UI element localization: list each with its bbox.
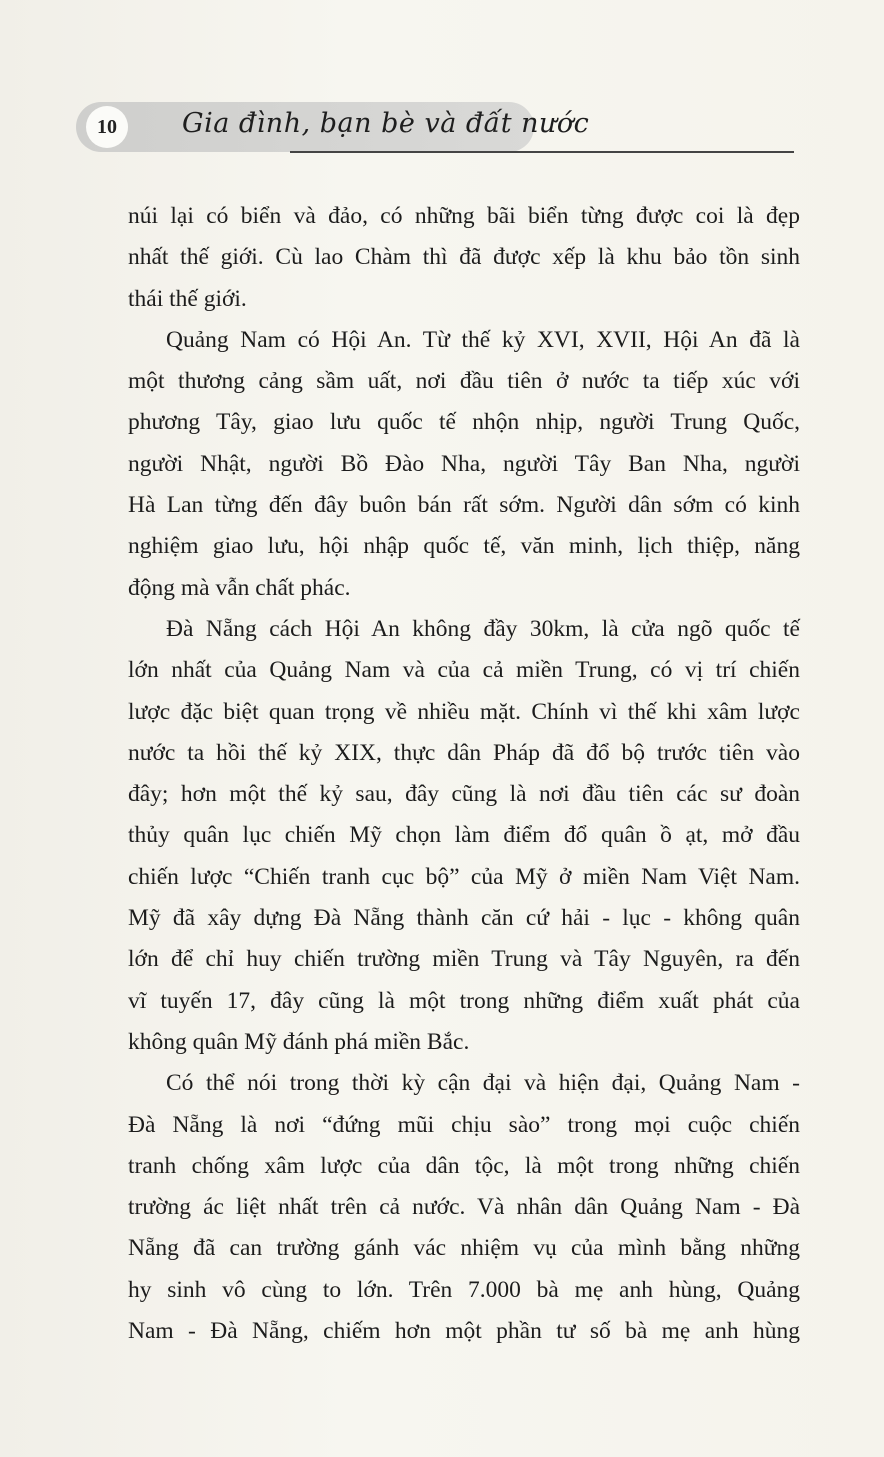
text-line: không quân Mỹ đánh phá miền Bắc. <box>128 1028 470 1055</box>
text-line: người Nhật, người Bồ Đào Nha, người Tây Ban Nha, người <box>128 450 800 477</box>
text-line: Đà Nẵng cách Hội An không đầy 30km, là cửa ngõ quốc tế <box>166 615 800 642</box>
text-line: Nam - Đà Nẵng, chiếm hơn một phần tư số bà mẹ anh hùng <box>128 1318 800 1345</box>
text-line: lớn để chỉ huy chiến trường miền Trung và Tây Nguyên, ra đến <box>128 946 800 973</box>
text-line: nghiệm giao lưu, hội nhập quốc tế, văn minh, lịch thiệp, năng <box>128 533 800 560</box>
text-line: Có thể nói trong thời kỳ cận đại và hiện đại, Quảng Nam - <box>166 1070 800 1097</box>
text-line: chiến lược “Chiến tranh cục bộ” của Mỹ ở miền Nam Việt Nam. <box>128 863 800 890</box>
text-line: lớn nhất của Quảng Nam và của cả miền Trung, có vị trí chiến <box>128 657 800 684</box>
header-rule <box>290 151 794 153</box>
text-line: nước ta hồi thế kỷ XIX, thực dân Pháp đã đổ bộ trước tiên vào <box>128 739 800 766</box>
text-line: núi lại có biển và đảo, có những bãi biển từng được coi là đẹp <box>128 203 800 229</box>
running-title: Gia đình, bạn bè và đất nước <box>182 108 590 139</box>
text-line: tranh chống xâm lược của dân tộc, là một trong những chiến <box>128 1152 800 1179</box>
body-text <box>128 196 800 1352</box>
text-line: trường ác liệt nhất trên cả nước. Và nhân dân Quảng Nam - Đà <box>128 1194 800 1221</box>
text-line: động mà vẫn chất phác. <box>128 574 351 601</box>
text-line: đây; hơn một thế kỷ sau, đây cũng là nơi đầu tiên các sư đoàn <box>128 781 800 808</box>
text-line: một thương cảng sầm uất, nơi đầu tiên ở nước ta tiếp xúc với <box>128 368 800 395</box>
text-line: thủy quân lục chiến Mỹ chọn làm điểm đổ quân ồ ạt, mở đầu <box>128 822 800 849</box>
text-line: phương Tây, giao lưu quốc tế nhộn nhịp, người Trung Quốc, <box>128 409 800 436</box>
text-line: Hà Lan từng đến đây buôn bán rất sớm. Người dân sớm có kinh <box>128 492 800 519</box>
text-line: Quảng Nam có Hội An. Từ thế kỷ XVI, XVII, Hội An đã là <box>166 326 800 353</box>
text-line: vĩ tuyến 17, đây cũng là một trong những điểm xuất phát của <box>128 987 800 1014</box>
text-line: nhất thế giới. Cù lao Chàm thì đã được xếp là khu bảo tồn sinh <box>128 244 800 271</box>
text-line: hy sinh vô cùng to lớn. Trên 7.000 bà mẹ anh hùng, Quảng <box>128 1276 800 1303</box>
text-line: Nẵng đã can trường gánh vác nhiệm vụ của mình bằng những <box>128 1235 800 1262</box>
text-line: thái thế giới. <box>128 285 247 312</box>
text-line: Đà Nẵng là nơi “đứng mũi chịu sào” trong mọi cuộc chiến <box>128 1111 800 1138</box>
page-number: 10 <box>86 106 128 148</box>
text-line: Mỹ đã xây dựng Đà Nẵng thành căn cứ hải - lục - không quân <box>128 905 800 932</box>
text-line: lược đặc biệt quan trọng về nhiều mặt. Chính vì thế khi xâm lược <box>128 698 800 725</box>
